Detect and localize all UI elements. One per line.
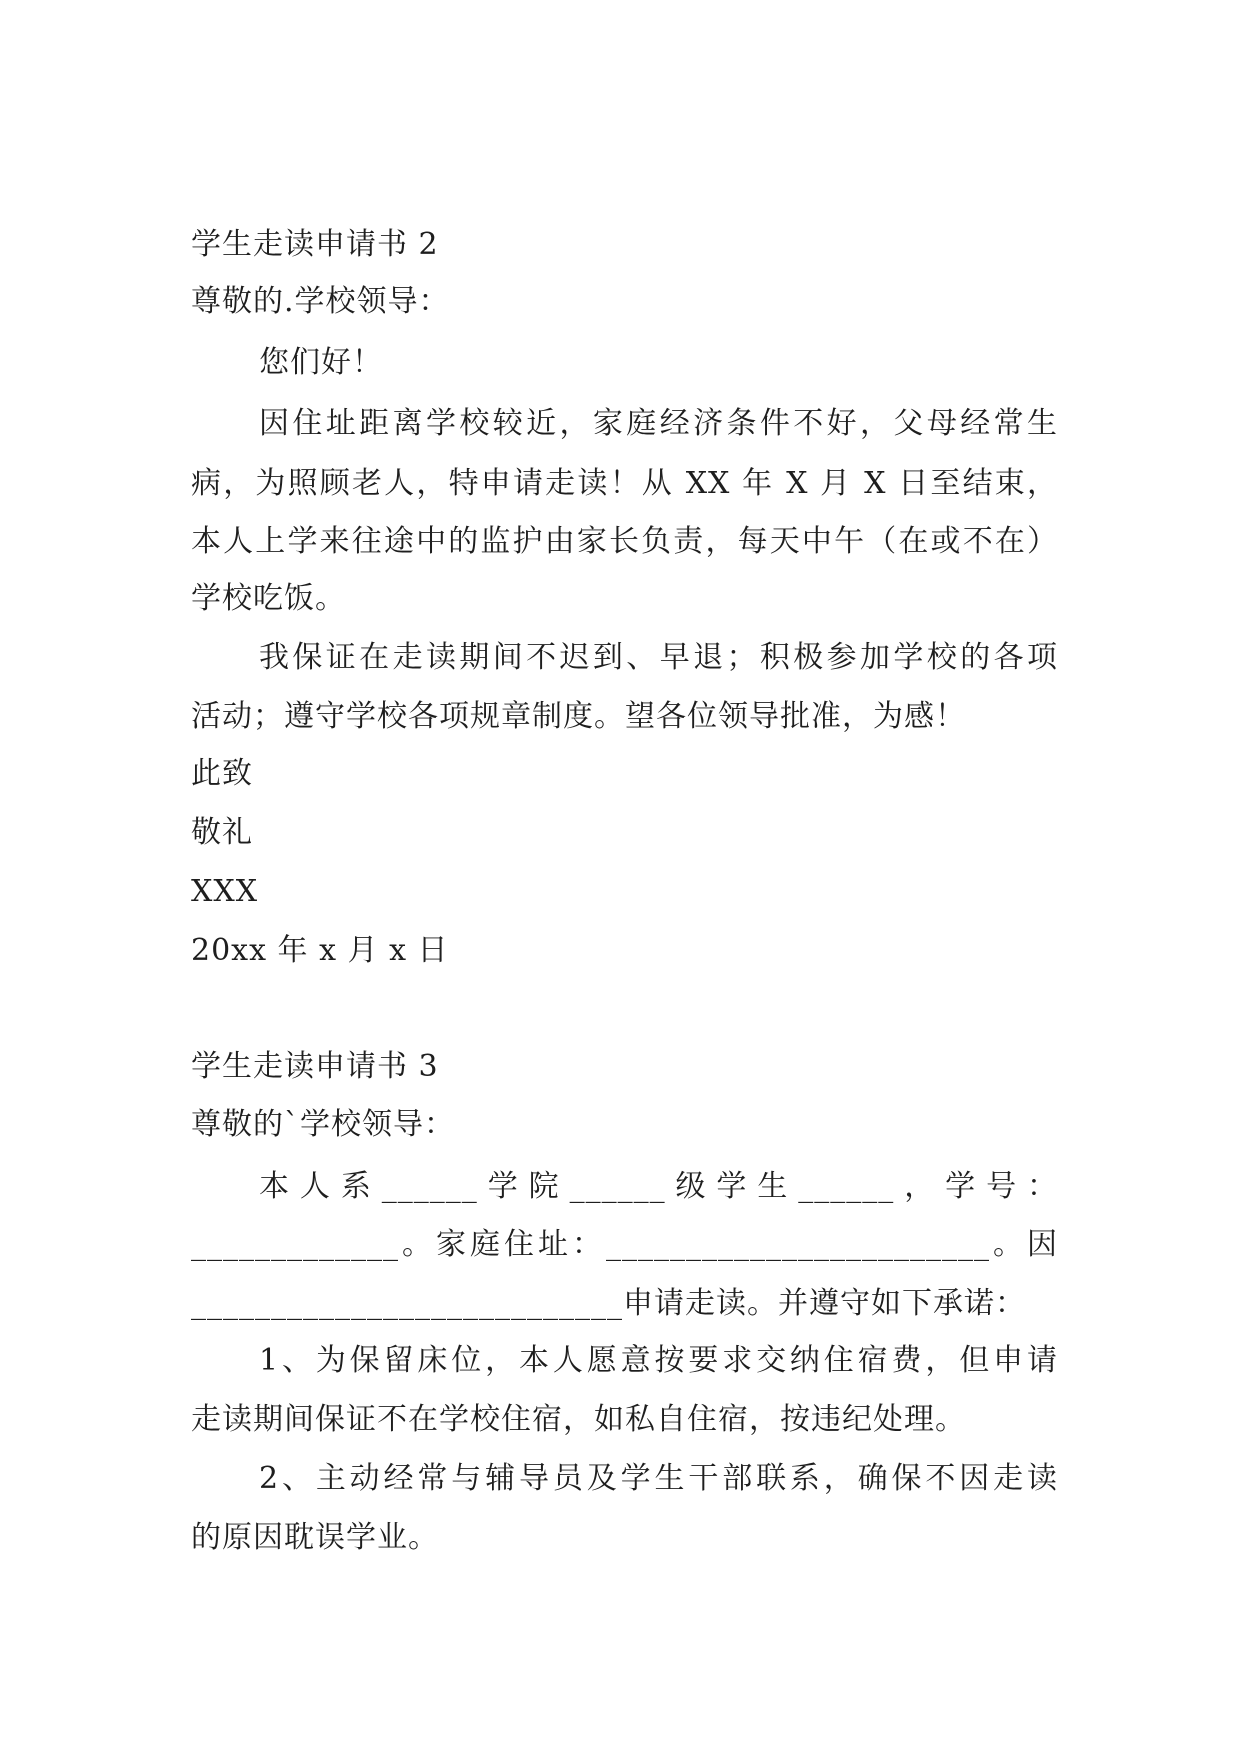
form-line: ___________________________申请走读。并遵守如下承诺： (191, 1286, 1026, 1321)
paragraph-line: 病，为照顾老人，特申请走读！从 XX 年 X 月 X 日至结束， (191, 466, 1058, 501)
paragraph-line: 我保证在走读期间不迟到、早退；积极参加学校的各项 (259, 640, 1058, 675)
closing-line-2: 敬礼 (191, 815, 253, 850)
commitment-item-line: 走读期间保证不在学校住宿，如私自住宿，按违纪处理。 (191, 1402, 966, 1437)
form-line: _____________。家庭住址：________________________。因 (191, 1227, 1058, 1262)
section3-title: 学生走读申请书 3 (191, 1049, 439, 1084)
closing-line-1: 此致 (191, 756, 253, 791)
signature: XXX (191, 874, 259, 909)
paragraph-line: 因住址距离学校较近，家庭经济条件不好，父母经常生 (259, 406, 1058, 441)
section2-salutation: 尊敬的.学校领导： (191, 284, 450, 319)
section3-salutation: 尊敬的`学校领导： (191, 1107, 455, 1142)
commitment-item-line: 1、为保留床位，本人愿意按要求交纳住宿费，但申请 (259, 1343, 1058, 1378)
paragraph-line: 活动；遵守学校各项规章制度。望各位领导批准，为感！ (191, 699, 966, 734)
section2-greeting: 您们好！ (259, 345, 383, 380)
paragraph-line: 学校吃饭。 (191, 581, 346, 616)
date: 20xx 年 x 月 x 日 (191, 933, 449, 968)
section2-title: 学生走读申请书 2 (191, 227, 439, 262)
commitment-item-line: 的原因耽误学业。 (191, 1520, 439, 1555)
form-line: 本人系______学院______级学生______，学号： (259, 1169, 1058, 1204)
paragraph-line: 本人上学来往途中的监护由家长负责，每天中午（在或不在） (191, 524, 1058, 559)
commitment-item-line: 2、主动经常与辅导员及学生干部联系，确保不因走读 (259, 1461, 1058, 1496)
